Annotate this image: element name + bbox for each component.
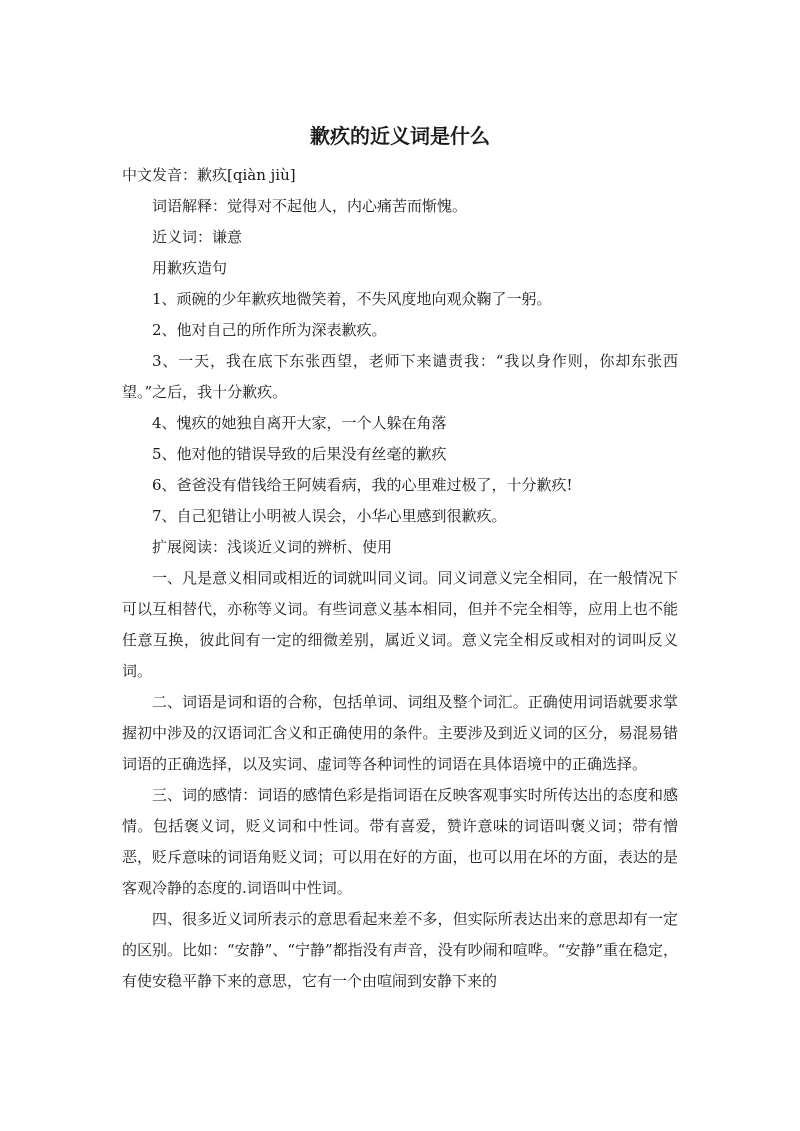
paragraph-section-4: 四、很多近义词所表示的意思看起来差不多，但实际所表达出来的意思却有一定的区别。比如：“安静”、“宁静”都指没有声音，没有吵闹和喧哗。“安静”重在稳定，有使安稳平静下来的意思，它有一个由喧闹到安静下来的 [122,910,679,990]
paragraph-section-1: 一、凡是意义相同或相近的词就叫同义词。同义词意义完全相同，在一般情况下可以互相替代，亦称等义词。有些词意义基本相同，但并不完全相等，应用上也不能任意互换，彼此间有一定的细微差别，属近义词。意义完全相反或相对的词叫反义词。 [122,569,678,680]
paragraph-synonym: 近义词：谦意 [152,228,243,246]
paragraph-section-3: 三、词的感情：词语的感情色彩是指词语在反映客观事实时所传达出的态度和感情。包括褒义词，贬义词和中性词。带有喜爱，赞许意味的词语叫褒义词；带有憎恶，贬斥意味的词语角贬义词；可以用在好的方面，也可以用在坏的方面，表达的是客观冷静的态度的.词语叫中性词。 [122,786,678,897]
document-body [122,160,678,997]
paragraph-example-2: 2、他对自己的所作所为深表歉疚。 [152,321,387,339]
paragraph-section-2: 二、词语是词和语的合称，包括单词、词组及整个词汇。正确使用词语就要求掌握初中涉及的汉语词汇含义和正确使用的条件。主要涉及到近义词的区分，易混易错词语的正确选择，以及实词、虚词等各种词性的词语在具体语境中的正确选择。 [122,693,678,773]
paragraph-pronunciation: 中文发音：歉疚[qiàn jiù] [122,166,296,184]
paragraph-example-7: 7、自己犯错让小明被人误会，小华心里感到很歉疚。 [152,507,507,525]
paragraph-example-3: 3、一天，我在底下东张西望，老师下来谴责我：“我以身作则，你却东张西望。”之后，我十分歉疚。 [122,352,678,401]
paragraph-example-heading: 用歉疚造句 [152,259,228,277]
document-title: 歉疚的近义词是什么 [310,124,490,148]
paragraph-definition: 词语解释：觉得对不起他人，内心痛苦而惭愧。 [152,197,468,215]
paragraph-example-5: 5、他对他的错误导致的后果没有丝毫的歉疚 [152,445,447,463]
paragraph-example-6: 6、爸爸没有借钱给王阿姨看病，我的心里难过极了，十分歉疚! [152,476,573,494]
paragraph-extended-reading: 扩展阅读：浅谈近义词的辨析、使用 [152,538,393,556]
paragraph-example-4: 4、愧疚的她独自离开大家，一个人躲在角落 [152,414,447,432]
paragraph-example-1: 1、顽碗的少年歉疚地微笑着，不失风度地向观众鞠了一躬。 [152,290,552,308]
